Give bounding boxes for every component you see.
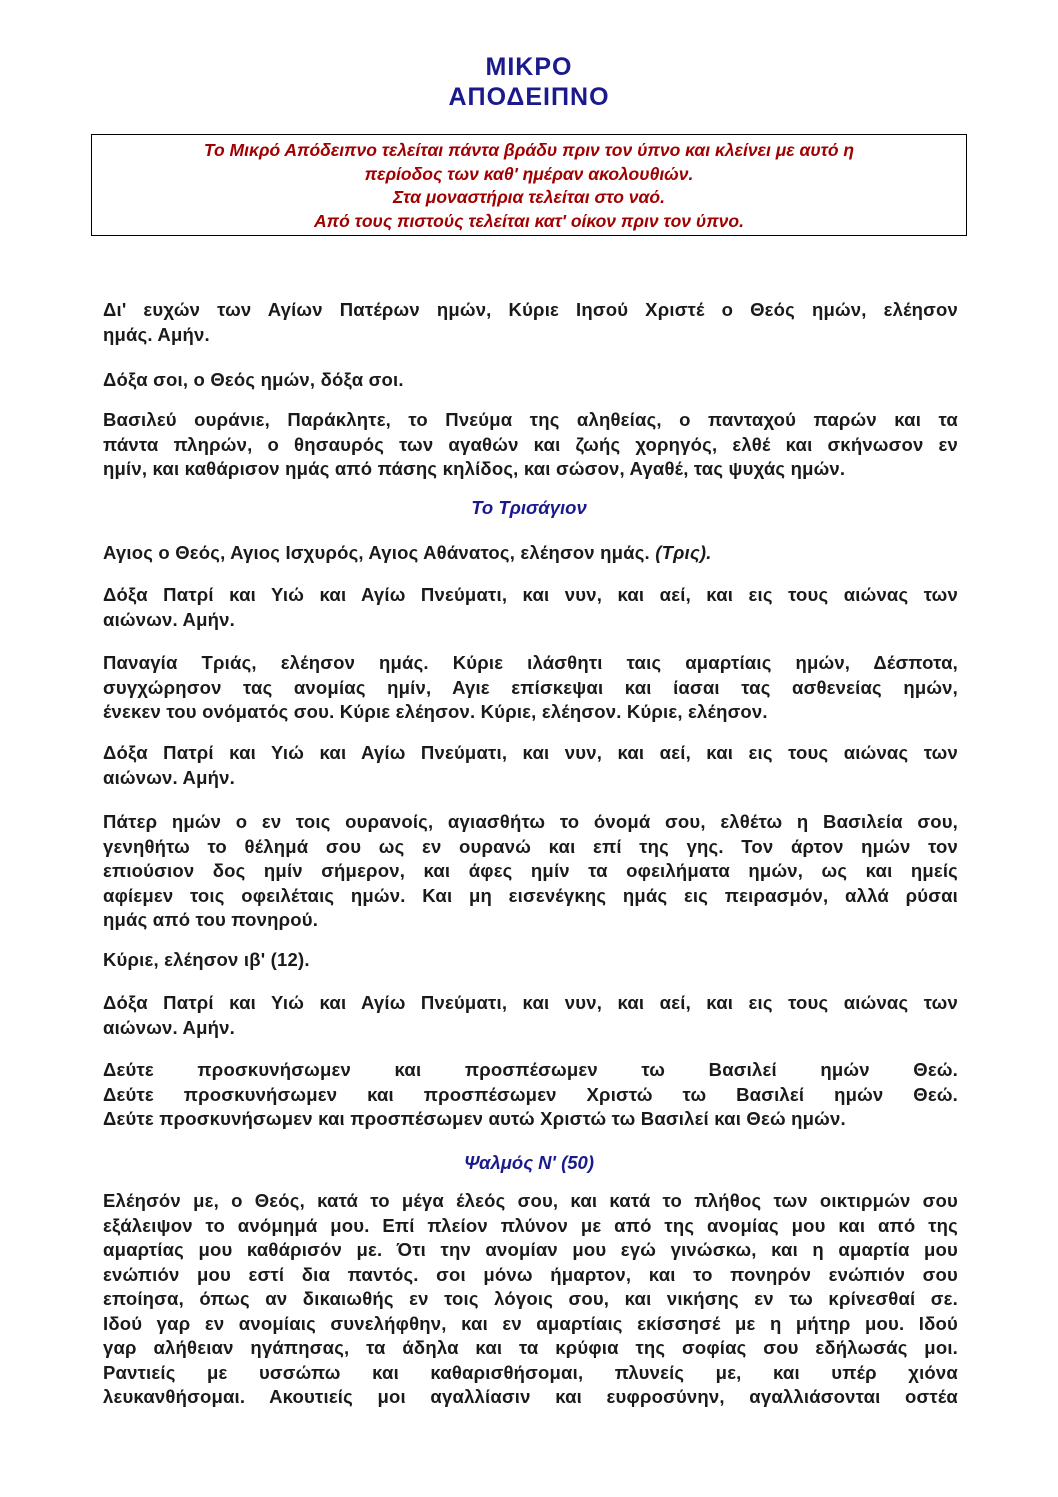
text-line: εξάλειψον το ανόμημά μου. Επί πλείον πλύνον με από της ανομίας μου και από της (103, 1214, 958, 1236)
text-line: Παναγία Τριάς, ελέησον ημάς. Κύριε ιλάσθητι ταις αμαρτίαις ημών, Δέσποτα, (103, 652, 958, 673)
paragraph-holy-trinity (103, 651, 958, 725)
text-line: ημίν, και καθάρισον ημάς από πάσης κηλίδος, και σώσον, Αγαθέ, τας ψυχάς ημών. (103, 458, 846, 479)
text-line: Δόξα Πατρί και Υιώ και Αγίω Πνεύματι, και νυν, και αεί, και εις τους αιώνας των (103, 992, 958, 1013)
trisagion-text: Αγιος ο Θεός, Αγιος Ισχυρός, Αγιος Αθάνατος, ελέησον ημάς. (103, 542, 650, 563)
intro-line: Από τους πιστούς τελείται κατ' οίκον πριν τον ύπνο. (314, 210, 744, 231)
trisagion-note: (Τρις). (655, 542, 712, 563)
text-line: Βασιλεύ ουράνιε, Παράκλητε, το Πνεύμα της αληθείας, ο πανταχού παρών και τα (103, 409, 958, 430)
text-line: Ιδού γαρ εν ανομίαις συνελήφθην, και εν αμαρτίαις εκίσσησέ με η μήτηρ μου. Ιδού (103, 1312, 958, 1334)
heading-psalm-50: Ψαλμός Ν' (50) (464, 1152, 594, 1173)
intro-line: Στα μοναστήρια τελείται στο ναό. (393, 187, 665, 207)
text-line: λευκανθήσομαι. Ακουτιείς μοι αγαλλίασιν και ευφροσύνην, αγαλλιάσονται οστέα (103, 1386, 958, 1407)
text-line: Δόξα Πατρί και Υιώ και Αγίω Πνεύματι, και νυν, και αεί, και εις τους αιώνας των (103, 742, 958, 763)
text-line: Πάτερ ημών ο εν τοις ουρανοίς, αγιασθήτω το όνομά σου, ελθέτω η Βασιλεία σου, (103, 811, 958, 832)
text-line (103, 541, 958, 566)
text-line: ημάς. Αμήν. (103, 323, 210, 345)
text-line: Κύριε, ελέησον ιβ' (12). (103, 949, 310, 970)
text-line: Δόξα σοι, ο Θεός ημών, δόξα σοι. (103, 369, 404, 390)
heading-trisagion: Το Τρισάγιον (471, 497, 587, 518)
paragraph-kyrie (103, 948, 958, 973)
text-line: αιώνων. Αμήν. (103, 766, 235, 788)
text-line: πάντα πληρών, ο θησαυρός των αγαθών και ζωής χορηγός, ελθέ και σκήνωσον εν (103, 433, 958, 455)
text-line: Δεύτε προσκυνήσωμεν και προσπέσωμεν Χριστώ τω Βασιλεί ημών Θεώ. (103, 1083, 958, 1105)
paragraph-lords-prayer (103, 810, 958, 933)
paragraph-glory (103, 368, 958, 393)
intro-box (91, 134, 967, 236)
text-line: Ελέησόν με, ο Θεός, κατά το μέγα έλεός σου, και κατά το πλήθος των οικτιρμών σου (103, 1190, 958, 1211)
text-line: Δεύτε προσκυνήσωμεν και προσπέσωμεν αυτώ Χριστώ τω Βασιλεί και Θεώ ημών. (103, 1108, 846, 1129)
paragraph-heavenly-king (103, 408, 958, 482)
paragraph-psalm-50 (103, 1189, 958, 1410)
paragraph-trisagion (103, 541, 958, 566)
text-line: αφίεμεν τοις οφειλέταις ημών. Και μη εισενέγκης ημάς εις πειρασμόν, αλλά ρύσαι (103, 884, 958, 906)
paragraph-doxology-2 (103, 741, 958, 790)
intro-line: περίοδος των καθ' ημέραν ακολουθιών. (364, 163, 694, 184)
text-line: Δεύτε προσκυνήσωμεν και προσπέσωμεν τω Βασιλεί ημών Θεώ. (103, 1059, 958, 1080)
text-line: Δι' ευχών των Αγίων Πατέρων ημών, Κύριε Ιησού Χριστέ ο Θεός ημών, ελέησον (103, 299, 958, 320)
paragraph-come-let-us-worship (103, 1058, 958, 1132)
page-title-line-1: ΜΙΚΡΟ (485, 53, 573, 81)
intro-line: Το Μικρό Απόδειπνο τελείται πάντα βράδυ πριν τον ύπνο και κλείνει με αυτό η (203, 140, 855, 160)
text-line: ημάς από του πονηρού. (103, 909, 319, 930)
text-line: συγχώρησον τας ανομίας ημίν, Αγιε επίσκεψαι και ίασαι τας ασθενείας ημών, (103, 676, 958, 698)
text-line: Δόξα Πατρί και Υιώ και Αγίω Πνεύματι, και νυν, και αεί, και εις τους αιώνας των (103, 584, 958, 605)
text-line: ενώπιόν μου εστί δια παντός. σοι μόνω ήμαρτον, και το πονηρόν ενώπιόν σου (103, 1263, 958, 1285)
text-line: γαρ αλήθειαν ηγάπησας, τα άδηλα και τα κρύφια της σοφίας σου εδήλωσάς μοι. (103, 1337, 958, 1358)
text-line: ένεκεν του ονόματός σου. Κύριε ελέησον. Κύριε, ελέησον. Κύριε, ελέησον. (103, 701, 768, 722)
text-line: αιώνων. Αμήν. (103, 608, 235, 630)
text-line: εποίησα, όπως αν δικαιωθής εν τοις λόγοις σου, και νικήσης εν τω κρίνεσθαί σε. (103, 1288, 958, 1309)
paragraph-doxology-1 (103, 583, 958, 632)
text-line: επιούσιον δος ημίν σήμερον, και άφες ημίν τα οφειλήματα ημών, ως και ημείς (103, 860, 958, 881)
paragraph-opening-prayer (103, 298, 958, 347)
text-line: αιώνων. Αμήν. (103, 1016, 235, 1038)
text-line: Ραντιείς με υσσώπω και καθαρισθήσομαι, πλυνείς με, και υπέρ χιόνα (103, 1361, 958, 1383)
text-line: αμαρτίας μου καθάρισόν με. Ότι την ανομίαν μου εγώ γινώσκω, και η αμαρτία μου (103, 1239, 958, 1260)
paragraph-doxology-3 (103, 991, 958, 1040)
page-title-line-2: ΑΠΟΔΕΙΠΝΟ (448, 83, 610, 111)
text-line: γενηθήτω το θέλημά σου ως εν ουρανώ και επί της γης. Τον άρτον ημών τον (103, 835, 958, 857)
